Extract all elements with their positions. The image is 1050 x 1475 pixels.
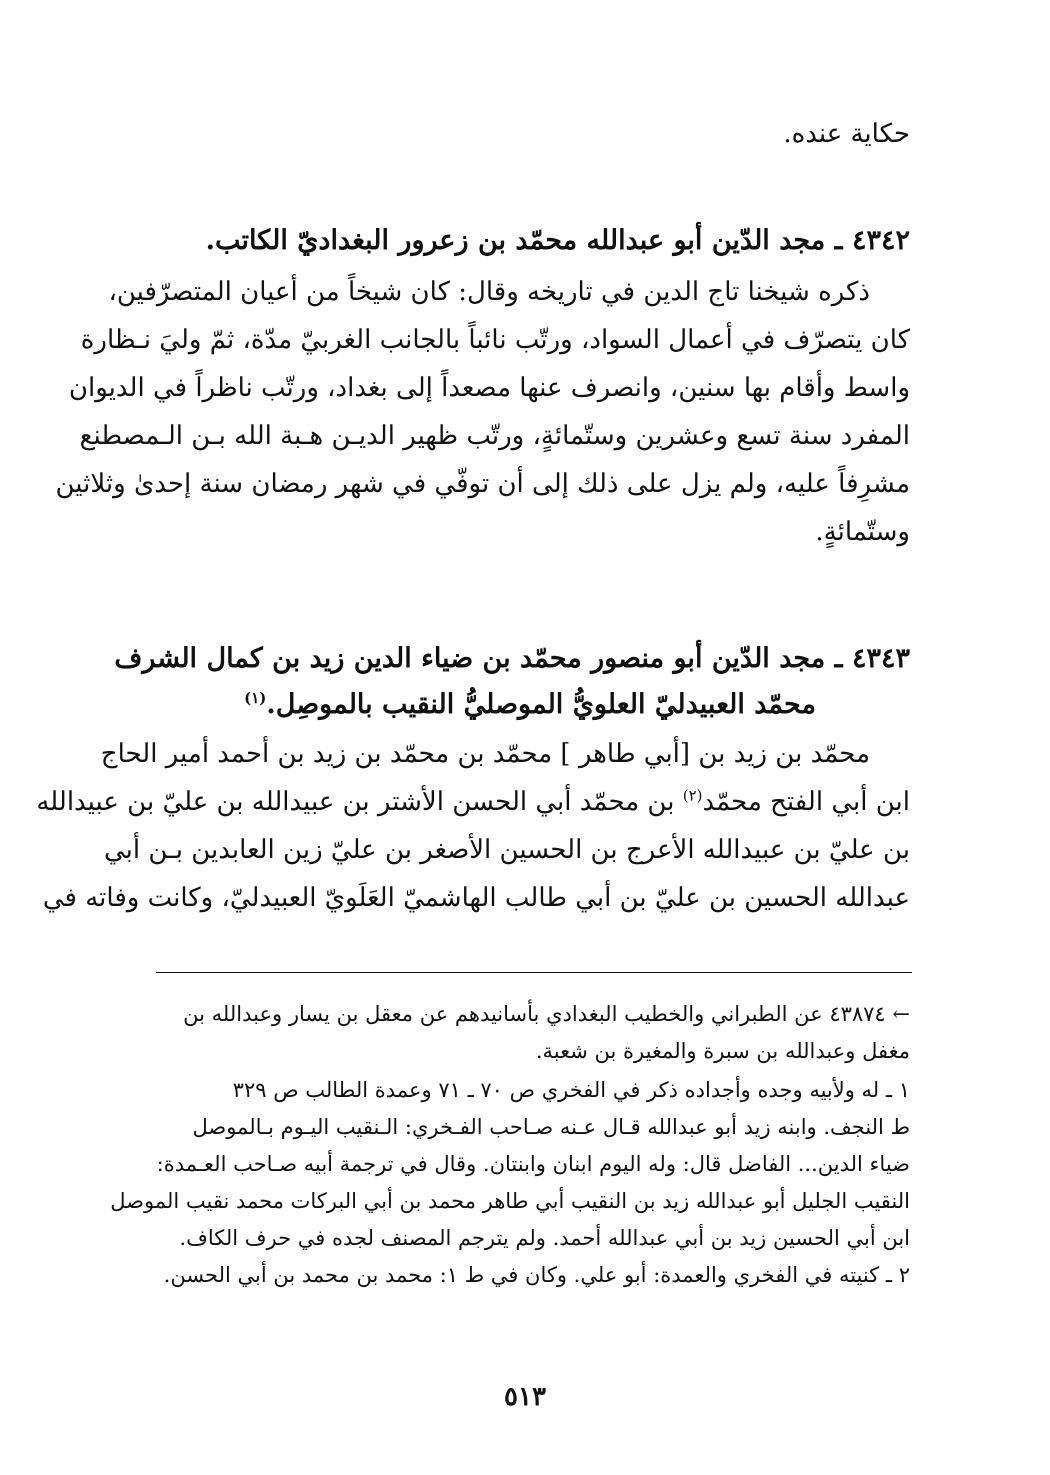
footnote-divider bbox=[156, 972, 912, 973]
body-line: كان يتصرّف في أعمال السواد، ورتّب نائباً بالجانب الغربيّ مدّة، ثمّ وليَ نـظارة bbox=[80, 325, 910, 355]
body-line: مشرِفاً عليه، ولم يزل على ذلك إلى أن توفّي في شهر رمضان سنة إحدىٰ وثلاثين bbox=[55, 469, 910, 499]
footnote-continuation bbox=[152, 996, 910, 1070]
intro-text bbox=[150, 110, 910, 158]
footnotes bbox=[110, 996, 910, 1294]
body-line bbox=[36, 778, 910, 826]
footnote-ref: (٢) bbox=[682, 786, 703, 805]
entry-4342-heading: ٤٣٤٢ ـ مجد الدّين أبو عبدالله محمّد بن زعرور البغداديّ الكاتب. bbox=[205, 225, 910, 256]
body-line: المفرد سنة تسع وعشرين وستّمائةٍ، ورتّب ظهير الديـن هـبة الله بـن الـمصطنع bbox=[79, 421, 910, 451]
footnote-line: مغفل وعبدالله بن سبرة والمغيرة بن شعبة. bbox=[535, 1039, 910, 1063]
footnote-line: ١ ـ له ولأبيه وجده وأجداده ذكر في الفخري ص ٧٠ ـ ٧١ وعمدة الطالب ص ٣٢٩ bbox=[232, 1078, 910, 1102]
body-line-part: ابن أبي الفتح محمّد bbox=[702, 787, 910, 817]
heading-line-text: محمّد العبيدليّ العلويُّ الموصليُّ النقيب بالموصِل. bbox=[266, 689, 816, 720]
body-line: بن عليّ بن عبيدالله الأعرج بن الحسين الأصغر بن عليّ زين العابدين بـن أبي bbox=[103, 835, 910, 865]
body-line: محمّد بن زيد بن [أبي طاهر ] محمّد بن محمّد بن زيد بن أحمد أمير الحاج bbox=[100, 739, 870, 769]
body-line: عبدالله الحسين بن عليّ بن أبي طالب الهاشميّ العَلَويّ العبيدليّ، وكانت وفاته في bbox=[42, 883, 910, 913]
footnote-line: ابن أبي الحسين زيد بن أبي عبدالله أحمد. ولم يترجم المصنف لجده في حرف الكاف. bbox=[179, 1226, 910, 1250]
body-line: وستّمائةٍ. bbox=[815, 517, 910, 547]
body-line-part: بن محمّد أبي الحسن الأشتر بن عبيدالله بن عليّ بن عبيدالله bbox=[36, 787, 683, 817]
entry-4343-body bbox=[36, 730, 910, 922]
footnote-line: ضياء الدين... الفاضل قال: وله اليوم ابنان وابنتان. وقال في ترجمة أبيه صـاحب العـمدة: bbox=[156, 1152, 910, 1176]
intro-line: حكاية عنده. bbox=[783, 119, 910, 149]
page-number: ٥١٣ bbox=[504, 1382, 546, 1412]
heading-line: ٤٣٤٣ ـ مجد الدّين أبو منصور محمّد بن ضياء الدين زيد بن كمال الشرف bbox=[114, 643, 910, 674]
footnote-line: ← ٤٣٨٧٤ عن الطبراني والخطيب البغدادي بأسانيدهم عن معقل بن يسار وعبدالله بن bbox=[183, 1002, 910, 1026]
entry-4343 bbox=[36, 636, 910, 922]
footnote-line: النقيب الجليل أبو عبدالله زيد بن النقيب أبي طاهر محمد بن أبي البركات محمد نقيب الموصل bbox=[110, 1189, 910, 1213]
footnote-line: ط النجف. وابنه زيد أبو عبدالله قـال عـنه صـاحب الفـخري: الـنقيب اليـوم بـالموصل bbox=[192, 1115, 910, 1139]
entry-4342 bbox=[55, 218, 910, 556]
footnote-ref: (١) bbox=[244, 689, 267, 707]
entry-4343-heading bbox=[114, 636, 910, 728]
body-line: واسط وأقام بها سنين، وانصرف عنها مصعداً إلى بغداد، ورتّب ناظراً في الديوان bbox=[68, 373, 910, 403]
heading-line bbox=[150, 682, 910, 728]
body-line: ذكره شيخنا تاج الدين في تاريخه وقال: كان شيخاً من أعيان المتصرّفين، bbox=[108, 277, 870, 307]
footnote-1 bbox=[110, 1072, 910, 1257]
entry-4342-body bbox=[55, 268, 910, 556]
footnote-line: ٢ ـ كنيته في الفخري والعمدة: أبو علي. وكان في ط ١: محمد بن محمد بن أبي الحسن. bbox=[163, 1263, 910, 1287]
footnote-2 bbox=[152, 1257, 910, 1294]
